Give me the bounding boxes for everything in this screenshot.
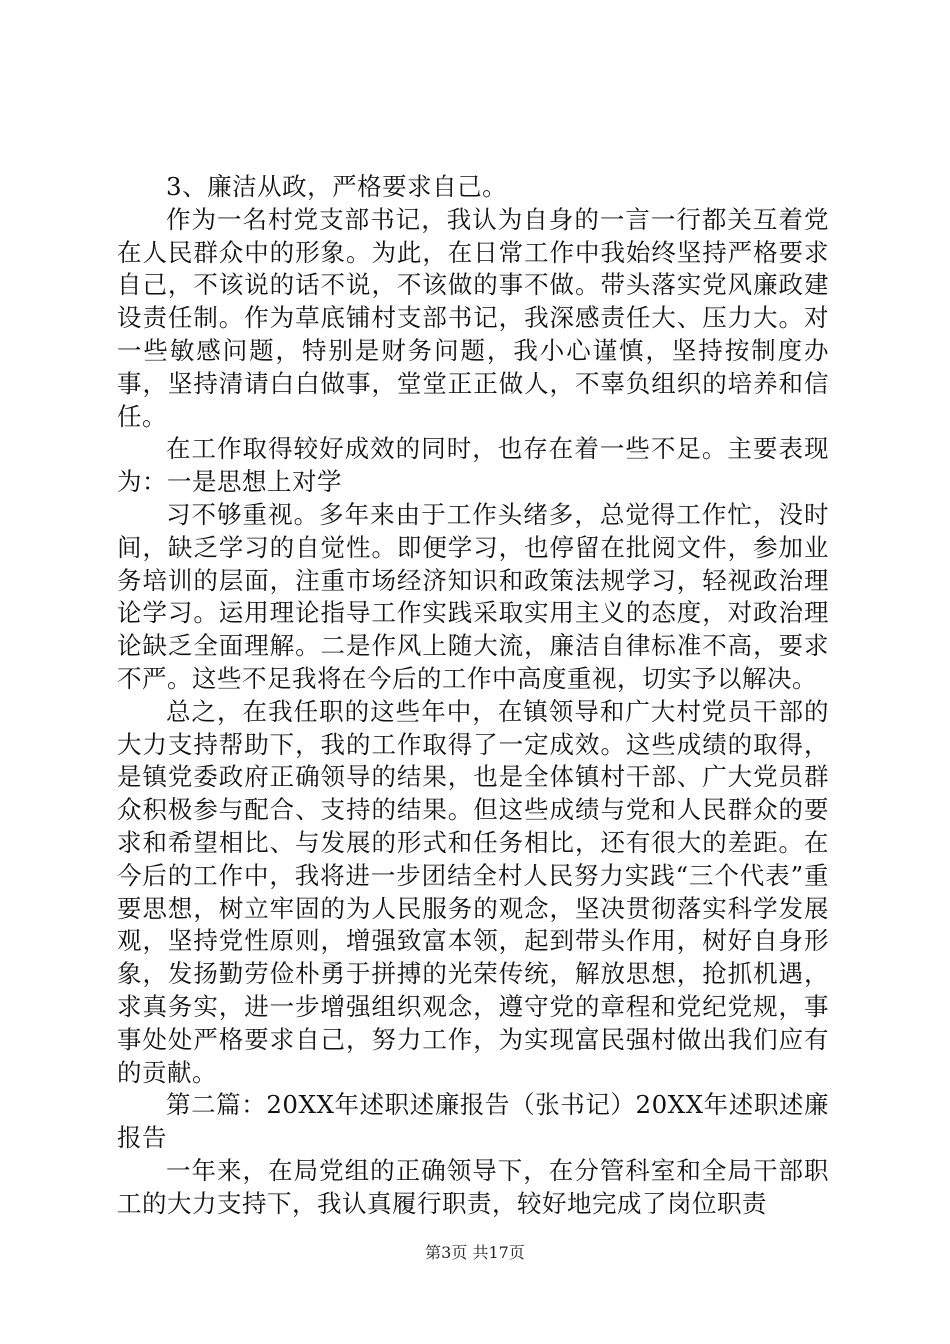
paragraph: 一年来，在局党组的正确领导下，在分管科室和全局干部职工的大力支持下，我认真履行职责，较好地完成了岗位职责 [117,1155,829,1218]
paragraph: 作为一名村党支部书记，我认为自身的一言一行都关互着党在人民群众中的形象。为此，在日常工作中我始终坚持严格要求自己，不该说的话不说，不该做的事不做。带头落实党风廉政建设责任制。作为草底铺村支部书记，我深感责任大、压力大。对一些敏感问题，特别是财务问题，我小心谨慎，坚持按制度办事，坚持清请白白做事，堂堂正正做人，不辜负组织的培养和信任。 [117,204,829,431]
paragraph: 习不够重视。多年来由于工作头绪多，总觉得工作忙，没时间，缺乏学习的自觉性。即便学习，也停留在批阅文件，参加业务培训的层面，注重市场经济知识和政策法规学习，轻视政治理论学习。运用理论指导工作实践采取实用主义的态度，对政治理论缺乏全面理解。二是作风上随大流，廉洁自律标准不高，要求不严。这些不足我将在今后的工作中高度重视，切实予以解决。 [117,499,829,693]
paragraph-chapter-title: 第二篇：20XX年述职述廉报告（张书记）20XX年述职述廉报告 [117,1090,829,1153]
paragraph: 总之，在我任职的这些年中，在镇领导和广大村党员干部的大力支持帮助下，我的工作取得了一定成效。这些成绩的取得，是镇党委政府正确领导的结果，也是全体镇村干部、广大党员群众积极参与配合、支持的结果。但这些成绩与党和人民群众的要求和希望相比、与发展的形式和任务相比，还有很大的差距。在今后的工作中，我将进一步团结全村人民努力实践“三个代表”重要思想，树立牢固的为人民服务的观念，坚决贯彻落实科学发展观，坚持党性原则，增强致富本领，起到带头作用，树好自身形象，发扬勤劳俭朴勇于拼搏的光荣传统，解放思想，抢抓机遇，求真务实，进一步增强组织观念，遵守党的章程和党纪党规，事事处处严格要求自己，努力工作，为实现富民强村做出我们应有的贡献。 [117,696,829,1087]
paragraph-section-heading: 3、廉洁从政，严格要求自己。 [166,172,508,201]
document-body [117,171,829,1221]
paragraph: 在工作取得较好成效的同时，也存在着一些不足。主要表现为：一是思想上对学 [117,434,829,497]
page-number-footer: 第3页 共17页 [425,1243,525,1262]
